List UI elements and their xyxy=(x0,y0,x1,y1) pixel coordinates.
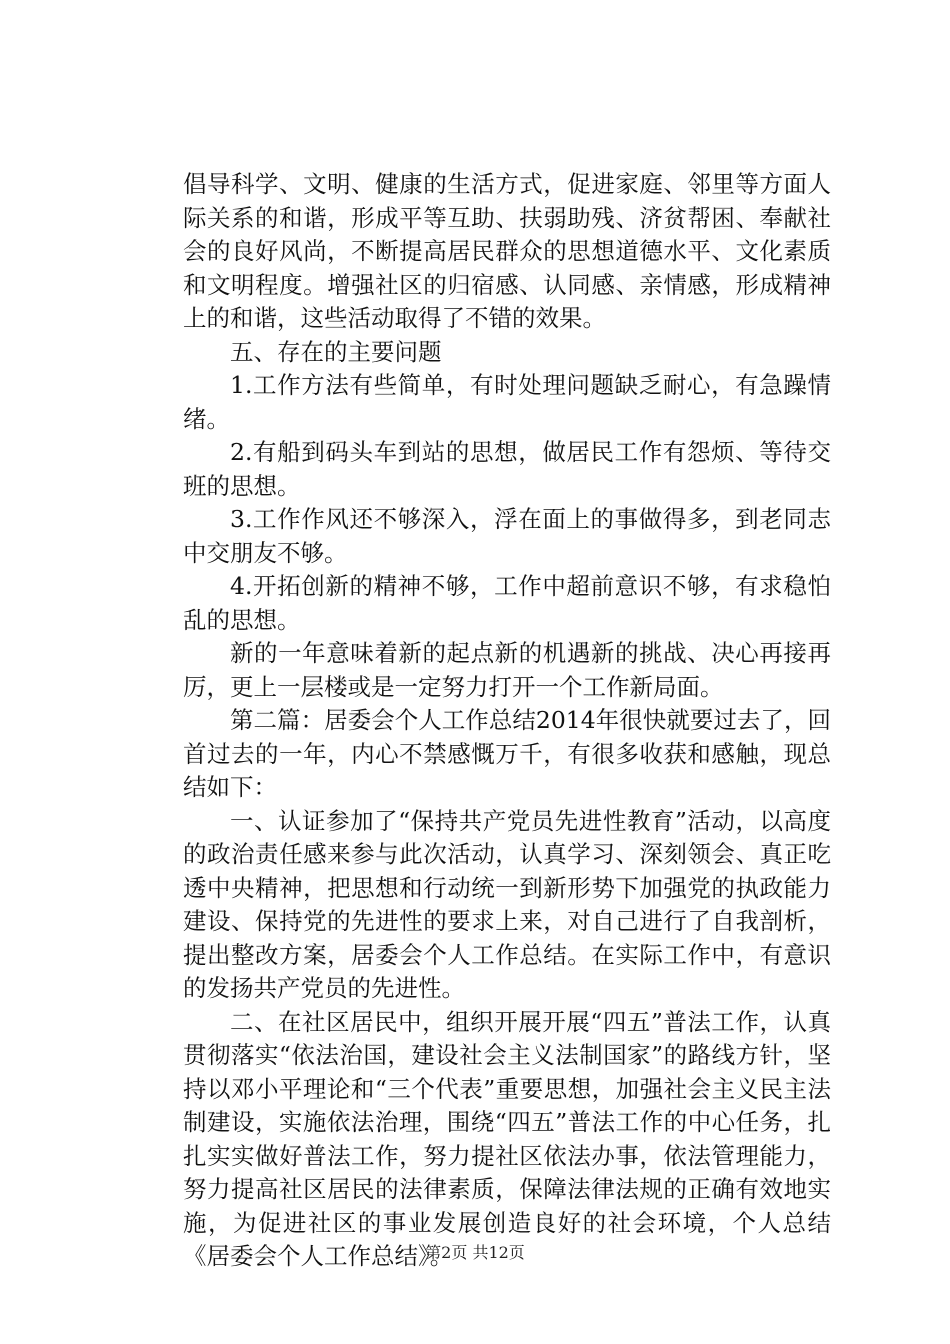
problem-item-1: 1.工作方法有些简单，有时处理问题缺乏耐心，有急躁情绪。 xyxy=(183,371,831,433)
problem-item-3: 3.工作作风还不够深入，浮在面上的事做得多，到老同志中交朋友不够。 xyxy=(183,505,831,567)
paragraph-second-article: 第二篇：居委会个人工作总结2014年很快就要过去了，回首过去的一年，内心不禁感慨万千，有很多收获和感触，现总结如下： xyxy=(183,706,831,801)
paragraph-section-two: 二、在社区居民中，组织开展开展“四五”普法工作，认真贯彻落实“依法治国，建设社会主义法制国家”的路线方针，坚持以邓小平理论和“三个代表”重要思想，加强社会主义民主法制建设，实施依法治理，围绕“四五”普法工作的中心任务，扎扎实实做好普法工作，努力提社区依法办事，依法管理能力，努力提高社区居民的法律素质，保障法律法规的正确有效地实施，为促进社区的事业发展创造良好的社会环境，个人总结《居委会个人工作总结》。 xyxy=(183,1007,831,1270)
problem-item-2: 2.有船到码头车到站的思想，做居民工作有怨烦、等待交班的思想。 xyxy=(183,438,831,500)
paragraph-section-one: 一、认证参加了“保持共产党员先进性教育”活动，以高度的政治责任感来参与此次活动，认真学习、深刻领会、真正吃透中央精神，把思想和行动统一到新形势下加强党的执政能力建设、保持党的先进性的要求上来，对自己进行了自我剖析，提出整改方案，居委会个人工作总结。在实际工作中，有意识的发扬共产党员的先进性。 xyxy=(183,806,831,1002)
paragraph-1: 倡导科学、文明、健康的生活方式，促进家庭、邻里等方面人际关系的和谐，形成平等互助、扶弱助残、济贫帮困、奉献社会的良好风尚，不断提高居民群众的思想道德水平、文化素质和文明程度。增强社区的归宿感、认同感、亲情感，形成精神上的和谐，这些活动取得了不错的效果。 xyxy=(183,170,831,332)
problem-item-4: 4.开拓创新的精神不够，工作中超前意识不够，有求稳怕乱的思想。 xyxy=(183,572,831,634)
section-heading-problems: 五、存在的主要问题 xyxy=(230,337,442,366)
document-body xyxy=(183,168,831,1274)
page-number-footer: 第2页 共12页 xyxy=(425,1243,525,1262)
paragraph-new-year: 新的一年意味着新的起点新的机遇新的挑战、决心再接再厉，更上一层楼或是一定努力打开一个工作新局面。 xyxy=(183,639,831,701)
